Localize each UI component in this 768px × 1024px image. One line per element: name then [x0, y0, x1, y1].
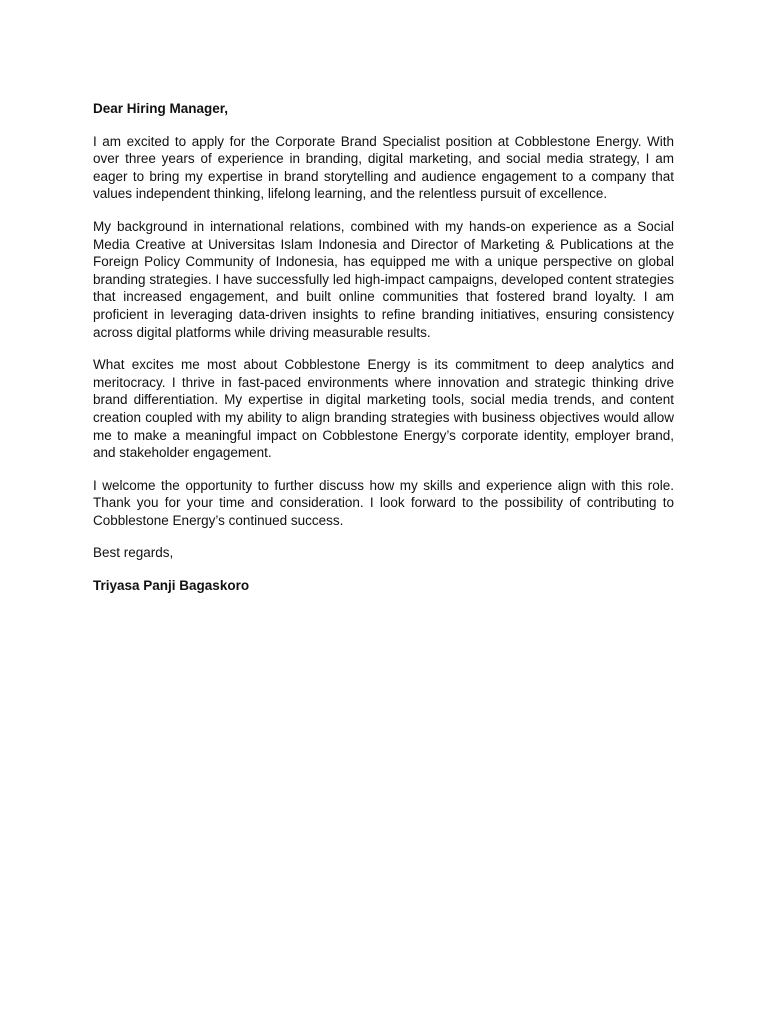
- paragraph-conclusion: I welcome the opportunity to further discuss how my skills and experience align with this role. Thank you for your time and consideration. I look forward to the possibility of contributing to Cobblestone Energy’s continued success.: [93, 477, 674, 528]
- paragraph-background: My background in international relations, combined with my hands-on experience as a Social Media Creative at Universitas Islam Indonesia and Director of Marketing & Publications at the Foreign Policy Community of Indonesia, has equipped me with a unique perspective on global branding strategies. I have successfully led high-impact campaigns, developed content strategies that increased engagement, and built online communities that fostered brand loyalty. I am proficient in leveraging data-driven insights to refine branding initiatives, ensuring consistency across digital platforms while driving measurable results.: [93, 218, 674, 340]
- cover-letter: [93, 100, 674, 595]
- signature-name: Triyasa Panji Bagaskoro: [93, 578, 250, 594]
- paragraph-intro: I am excited to apply for the Corporate Brand Specialist position at Cobblestone Energy. With over three years of experience in branding, digital marketing, and social media strategy, I am eager to bring my expertise in brand storytelling and audience engagement to a company that values independent thinking, lifelong learning, and the relentless pursuit of excellence.: [93, 133, 674, 202]
- closing-line: Best regards,: [93, 545, 174, 561]
- paragraph-motivation: What excites me most about Cobblestone Energy is its commitment to deep analytics and meritocracy. I thrive in fast-paced environments where innovation and strategic thinking drive brand differentiation. My expertise in digital marketing tools, social media trends, and content creation coupled with my ability to align branding strategies with business objectives would allow me to make a meaningful impact on Cobblestone Energy’s corporate identity, employer brand, and stakeholder engagement.: [93, 357, 674, 461]
- salutation: Dear Hiring Manager,: [93, 101, 229, 116]
